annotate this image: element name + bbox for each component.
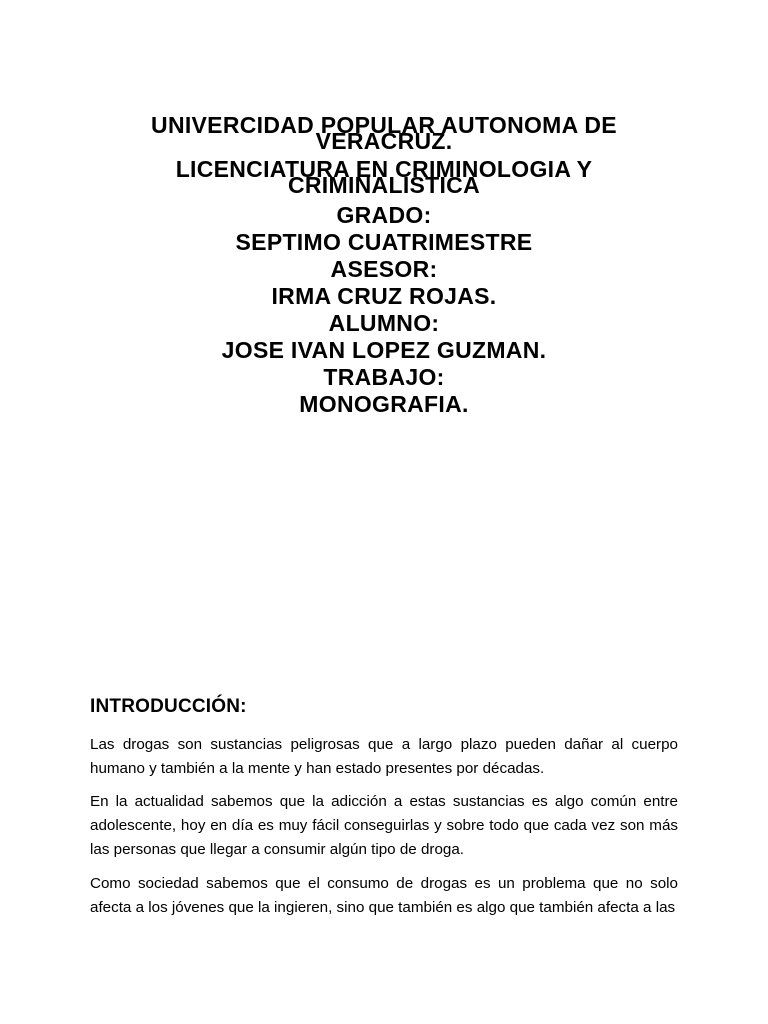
student-label: ALUMNO:	[328, 310, 440, 336]
cover-page-block	[0, 113, 768, 418]
work-type: MONOGRAFIA.	[299, 391, 469, 417]
grade-value: SEPTIMO CUATRIMESTRE	[235, 229, 533, 255]
student-name: JOSE IVAN LOPEZ GUZMAN.	[221, 337, 547, 363]
work-label: TRABAJO:	[323, 364, 445, 390]
intro-paragraph-1: Las drogas son sustancias peligrosas que a largo plazo pueden dañar al cuerpo humano y también a la mente y han estado presentes por décadas.	[90, 736, 678, 777]
advisor-label: ASESOR:	[330, 256, 438, 282]
intro-paragraph-3: Como sociedad sabemos que el consumo de drogas es un problema que no solo afecta a los jóvenes que la ingieren, sino que también es algo que también afecta a las	[90, 875, 678, 916]
degree-title: LICENCIATURA EN CRIMINOLOGIA Y CRIMINALISTICA	[175, 156, 593, 198]
advisor-name: IRMA CRUZ ROJAS.	[271, 283, 497, 309]
introduction-section	[90, 694, 678, 929]
university-title: UNIVERCIDAD POPULAR AUTONOMA DE VERACRUZ.	[151, 112, 617, 154]
introduction-heading: INTRODUCCIÓN:	[90, 696, 247, 717]
grade-label: GRADO:	[336, 202, 432, 228]
intro-paragraph-2: En la actualidad sabemos que la adicción a estas sustancias es algo común entre adolescente, hoy en día es muy fácil conseguirlas y sobre todo que cada vez son más las personas que llegar a consumir algún tipo de droga.	[90, 793, 678, 858]
